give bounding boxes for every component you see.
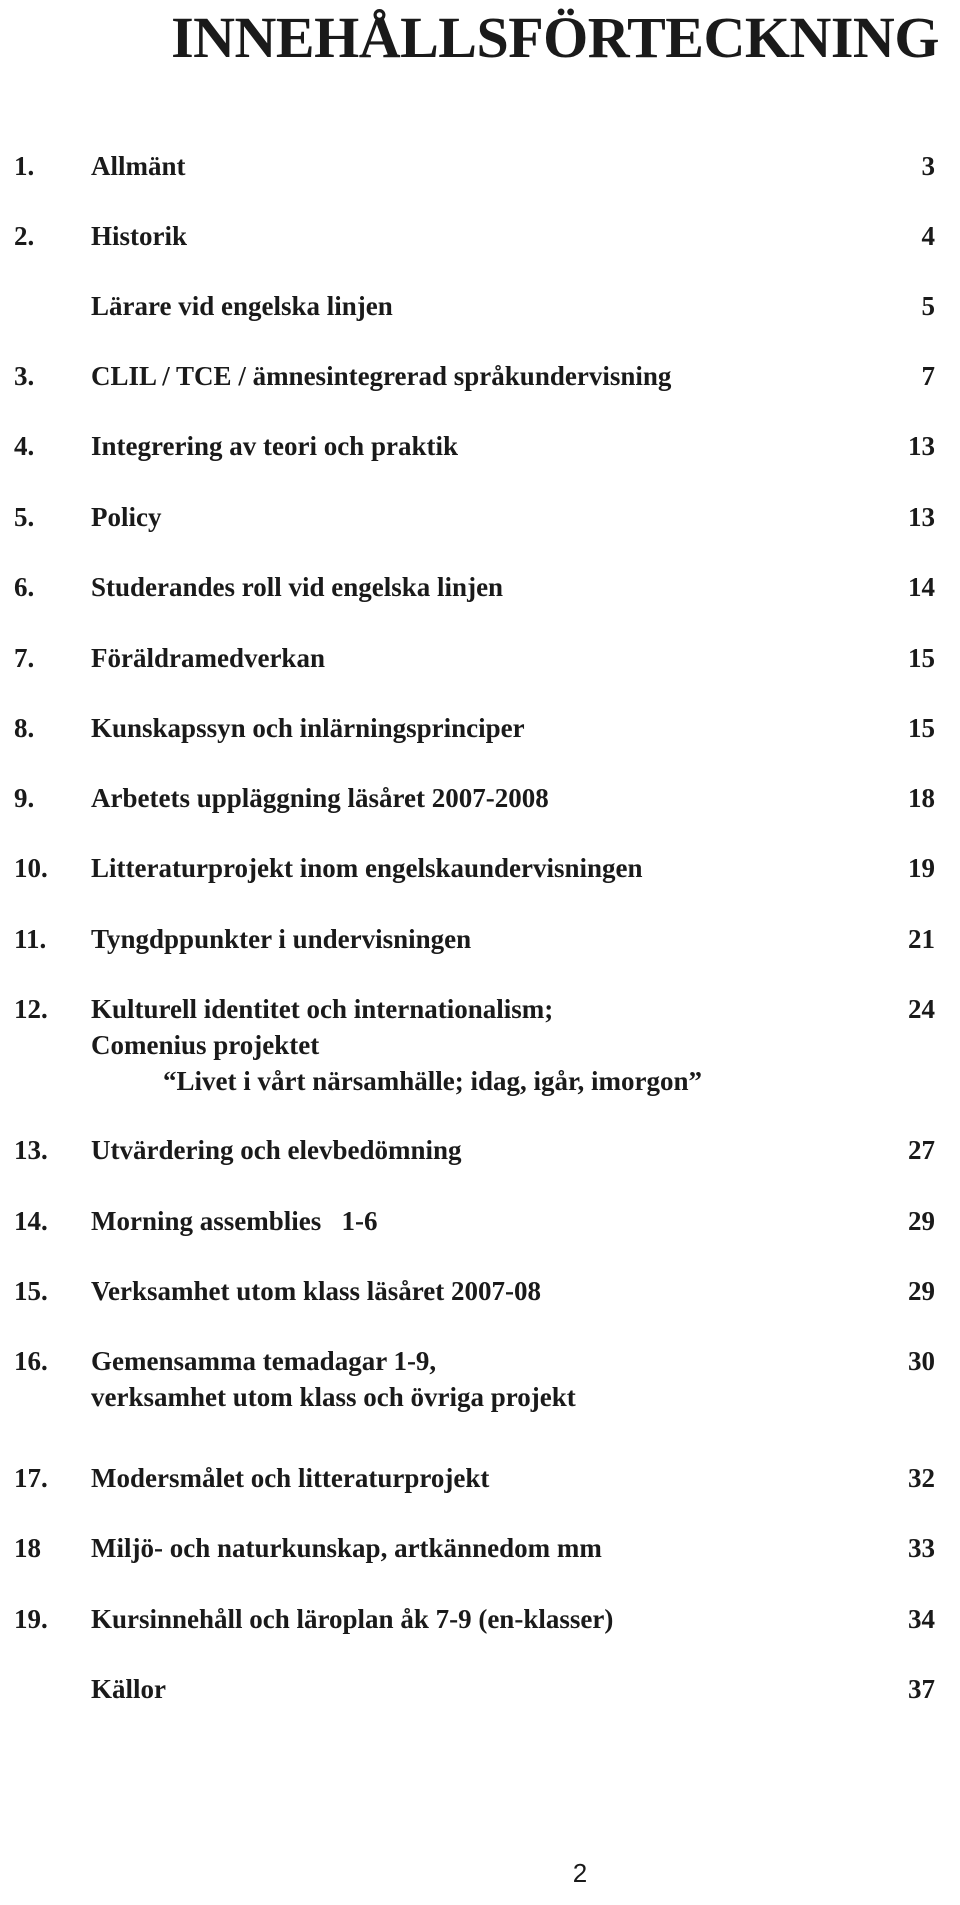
toc-entry-title: Lärare vid engelska linjen xyxy=(91,291,393,321)
toc-entry-page: 34 xyxy=(908,1604,935,1634)
toc-entry-page: 18 xyxy=(908,783,935,813)
toc-entry-title: Morning assemblies 1-6 xyxy=(91,1206,378,1236)
toc-entry-title: Integrering av teori och praktik xyxy=(91,431,458,461)
toc-entry-page: 4 xyxy=(921,221,935,251)
toc-entry-number: 14. xyxy=(14,1206,48,1236)
toc-entry-number: 4. xyxy=(14,431,35,461)
toc-entry-title: Kursinnehåll och läroplan åk 7-9 (en-klasser) xyxy=(91,1604,614,1634)
toc-entry-page: 15 xyxy=(908,713,935,743)
toc-entry-title: Gemensamma temadagar 1-9, xyxy=(91,1346,437,1376)
toc-entry-number: 5. xyxy=(14,502,35,532)
toc-entry-page: 24 xyxy=(908,994,935,1024)
toc-entry-page: 29 xyxy=(908,1276,935,1306)
toc-entry-title: Källor xyxy=(91,1674,166,1704)
toc-entry-title: Allmänt xyxy=(91,151,186,181)
toc-entry-number: 7. xyxy=(14,643,35,673)
toc-entry-title: Arbetets uppläggning läsåret 2007-2008 xyxy=(91,783,549,813)
toc-entry-page: 15 xyxy=(908,643,935,673)
toc-entry-page: 33 xyxy=(908,1533,935,1563)
toc-entry[interactable] xyxy=(0,1343,960,1415)
toc-entry-number: 1. xyxy=(14,151,35,181)
toc-entry-page: 13 xyxy=(908,431,935,461)
toc-entry-number: 10. xyxy=(14,853,48,883)
toc-entry-page: 7 xyxy=(921,361,935,391)
page-title: INNEHÅLLSFÖRTECKNING xyxy=(171,5,939,70)
toc-entry-page: 30 xyxy=(908,1346,935,1376)
toc-entry-number: 9. xyxy=(14,783,35,813)
toc-entry-number: 8. xyxy=(14,713,35,743)
toc-entry-number: 16. xyxy=(14,1346,48,1376)
toc-entry-page: 29 xyxy=(908,1206,935,1236)
toc-entry-number: 13. xyxy=(14,1135,48,1165)
toc-entry-project-title: “Livet i vårt närsamhälle; idag, igår, imorgon” xyxy=(163,1066,702,1096)
toc-entry-page: 19 xyxy=(908,853,935,883)
toc-entry-title: Utvärdering och elevbedömning xyxy=(91,1135,462,1165)
toc-entry-title: Studerandes roll vid engelska linjen xyxy=(91,572,504,602)
toc-entry-title: Litteraturprojekt inom engelskaundervisningen xyxy=(91,853,643,883)
toc-entry-page: 5 xyxy=(921,291,935,321)
toc-entry-page: 3 xyxy=(921,151,935,181)
toc-entry-page: 21 xyxy=(908,924,935,954)
toc-entry-page: 32 xyxy=(908,1463,935,1493)
toc-entry-number: 3. xyxy=(14,361,35,391)
toc-entry-page: 37 xyxy=(908,1674,935,1704)
toc-entry[interactable] xyxy=(0,991,960,1101)
page-number: 2 xyxy=(572,1858,588,1888)
toc-entry-subtitle: verksamhet utom klass och övriga projekt xyxy=(91,1382,576,1412)
toc-entry-title: Verksamhet utom klass läsåret 2007-08 xyxy=(91,1276,541,1306)
toc-entry-title: Historik xyxy=(91,221,188,251)
toc-entry-title: Kulturell identitet och internationalism; xyxy=(91,994,554,1024)
toc-entry-title: Kunskapssyn och inlärningsprinciper xyxy=(91,713,525,743)
toc-entry-title: Miljö- och naturkunskap, artkännedom mm xyxy=(91,1533,602,1563)
toc-entry-title: Föräldramedverkan xyxy=(91,643,325,673)
toc-entry-number: 11. xyxy=(14,924,47,954)
toc-entry-number: 6. xyxy=(14,572,35,602)
toc-entry-number: 15. xyxy=(14,1276,48,1306)
toc-entry-page: 13 xyxy=(908,502,935,532)
toc-entry-title: Tyngdppunkter i undervisningen xyxy=(91,924,472,954)
toc-entry-title: CLIL / TCE / ämnesintegrerad språkundervisning xyxy=(91,361,672,391)
toc-entry-title: Policy xyxy=(91,502,162,532)
toc-entry-number: 19. xyxy=(14,1604,48,1634)
toc-entry-page: 14 xyxy=(908,572,935,602)
toc-entry-number: 17. xyxy=(14,1463,48,1493)
toc-entry-number: 12. xyxy=(14,994,48,1024)
toc-entry-subtitle: Comenius projektet xyxy=(91,1030,320,1060)
toc-entry-page: 27 xyxy=(908,1135,935,1165)
toc-entry-title: Modersmålet och litteraturprojekt xyxy=(91,1463,490,1493)
toc-entry-number: 2. xyxy=(14,221,35,251)
toc-entry-number: 18 xyxy=(14,1533,41,1563)
